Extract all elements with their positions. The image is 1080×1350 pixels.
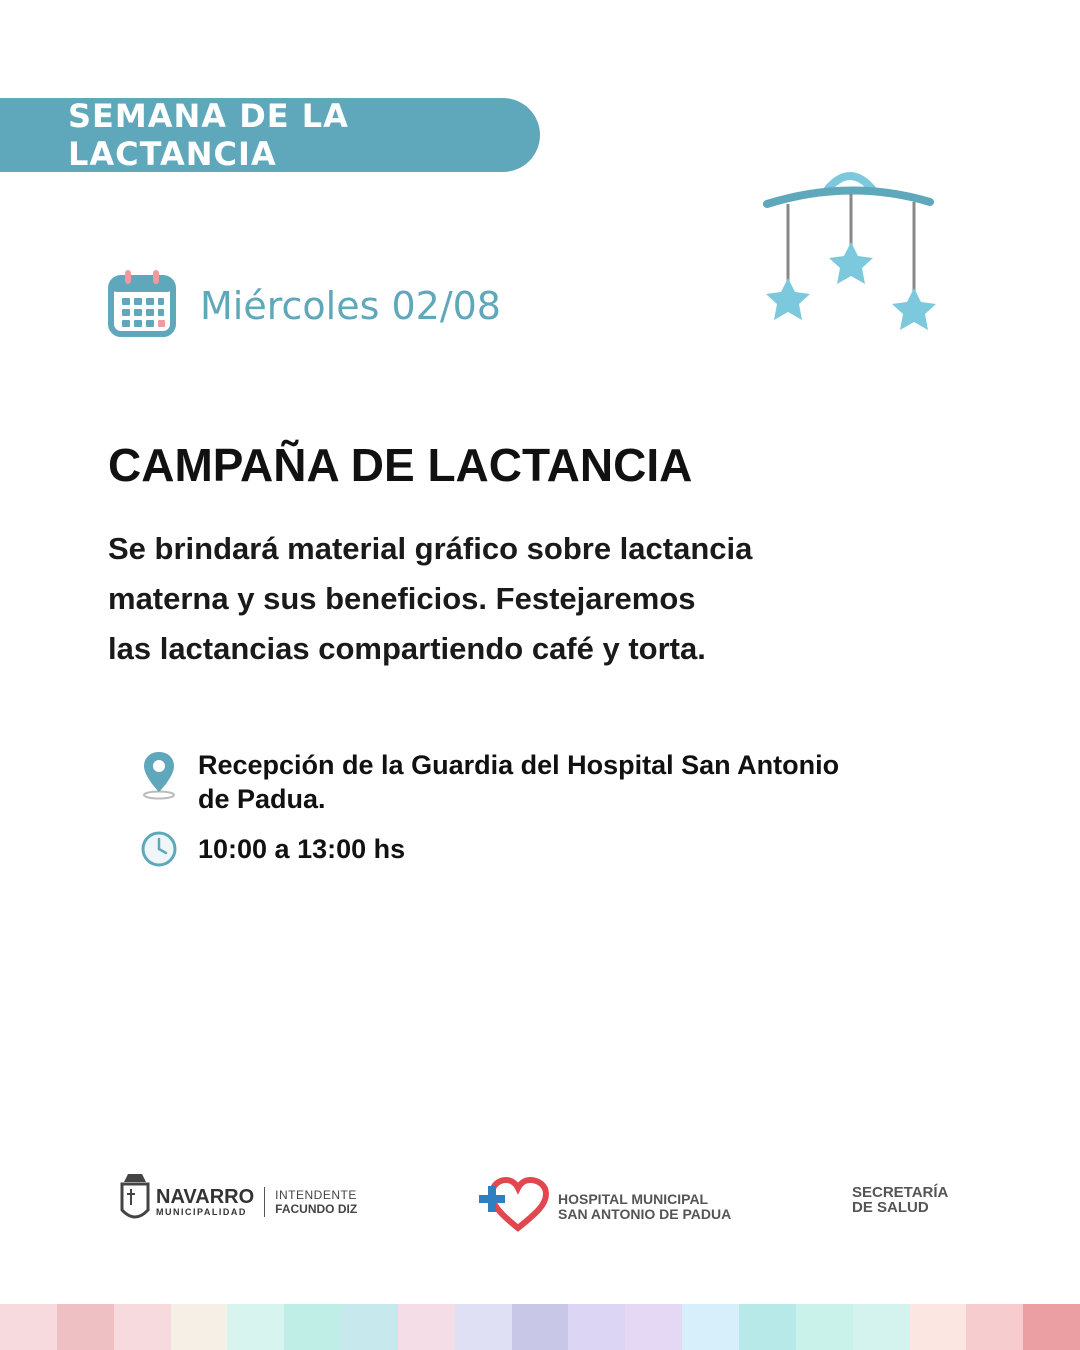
event-date: Miércoles 02/08 [200,283,501,328]
color-stripe [284,1304,341,1350]
secretaria-line: SECRETARÍA [852,1184,949,1201]
divider [264,1187,265,1217]
color-stripe [341,1304,398,1350]
location-line: de Padua. [198,784,326,814]
color-stripe [114,1304,171,1350]
color-stripe [171,1304,228,1350]
color-stripe-bar [0,1304,1080,1350]
color-stripe [1023,1304,1080,1350]
clock-icon [140,830,178,873]
color-stripe [227,1304,284,1350]
secretaria-name [852,1185,948,1215]
hospital-logo [478,1176,731,1237]
event-description [108,524,908,674]
date-row [108,268,501,343]
description-line: las lactancias compartiendo café y torta. [108,631,706,666]
color-stripe [57,1304,114,1350]
schedule-row [140,830,405,873]
hospital-name [558,1192,731,1222]
description-line: materna y sus beneficios. Festejaremos [108,581,696,616]
navarro-name: NAVARRO [156,1185,255,1208]
banner-title: SEMANA DE LA LACTANCIA [68,97,349,173]
baby-mobile-stars-icon [755,160,950,345]
hospital-line: SAN ANTONIO DE PADUA [558,1205,732,1222]
secretaria-line: DE SALUD [852,1199,929,1216]
location-text [198,748,839,816]
color-stripe [512,1304,569,1350]
header-banner [0,98,540,172]
navarro-logo [120,1172,357,1231]
intendente-label: INTENDENTE [275,1187,357,1202]
navarro-sub: MUNICIPALIDAD [156,1206,247,1217]
secretaria-logo [852,1185,948,1215]
heart-cross-icon [478,1176,550,1237]
color-stripe [398,1304,455,1350]
color-stripe [739,1304,796,1350]
intendente-name: FACUNDO DIZ [275,1201,358,1216]
navarro-shield-icon [120,1172,150,1231]
color-stripe [966,1304,1023,1350]
color-stripe [910,1304,967,1350]
color-stripe [568,1304,625,1350]
calendar-icon [108,268,176,343]
location-pin-icon [140,748,178,805]
color-stripe [625,1304,682,1350]
color-stripe [455,1304,512,1350]
hospital-line: HOSPITAL MUNICIPAL [558,1190,709,1207]
description-line: Se brindará material gráfico sobre lactancia [108,531,753,566]
location-row [140,748,839,816]
color-stripe [0,1304,57,1350]
color-stripe [796,1304,853,1350]
color-stripe [853,1304,910,1350]
location-line: Recepción de la Guardia del Hospital San Antonio [198,750,840,780]
schedule-text: 10:00 a 13:00 hs [198,834,406,864]
event-title: CAMPAÑA DE LACTANCIA [108,439,693,491]
color-stripe [682,1304,739,1350]
